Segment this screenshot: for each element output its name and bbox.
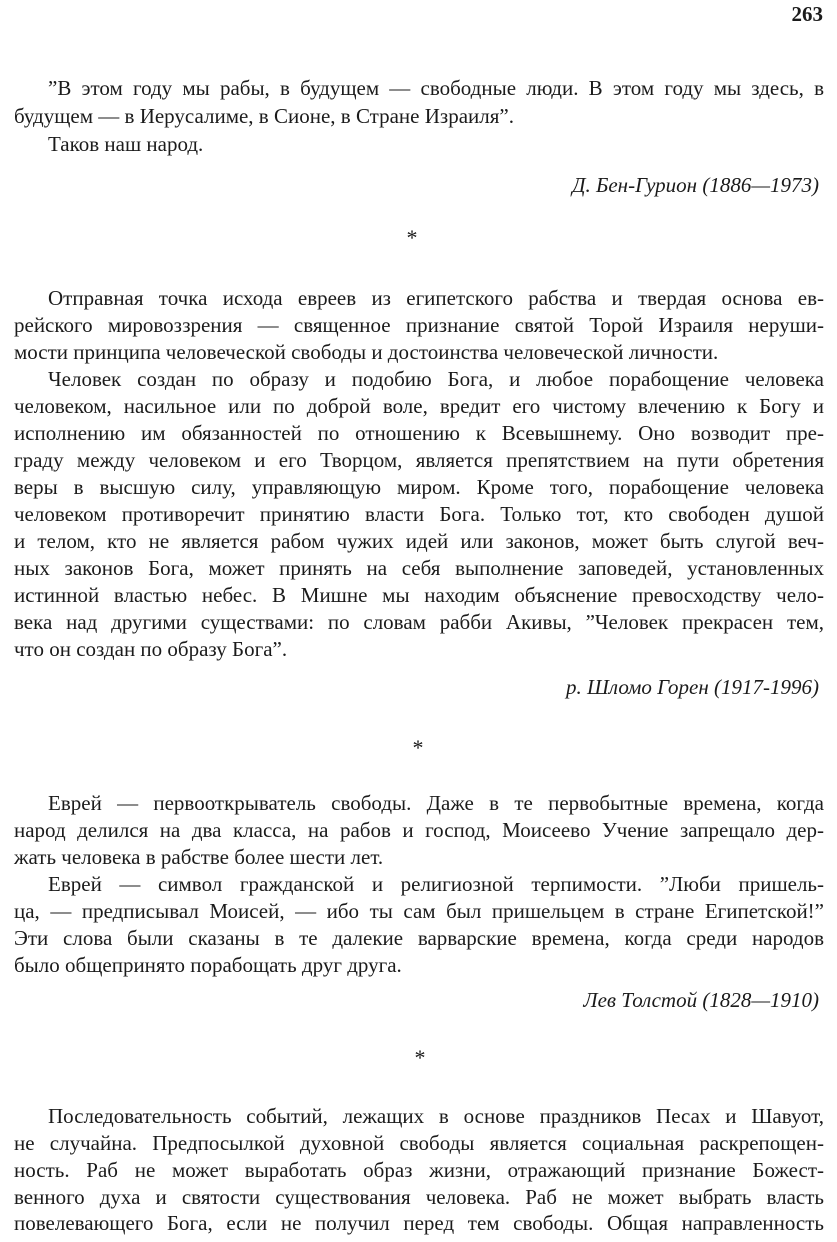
- paragraph-line: исполнению им обязанностей по отношению к Всевышнему. Оно возводит пре-: [14, 421, 824, 445]
- quote-attribution: р. Шломо Горен (1917-1996): [566, 675, 819, 699]
- paragraph-line: века над другими существами: по словам рабби Акивы, ”Человек прекрасен тем,: [14, 610, 824, 634]
- paragraph-line: Последовательность событий, лежащих в основе праздников Песах и Шавуот,: [48, 1104, 824, 1128]
- paragraph-line: будущем — в Иерусалиме, в Сионе, в Стране Израиля”.: [14, 104, 514, 128]
- paragraph-line: и телом, кто не является рабом чужих идей или законов, может быть слугой веч-: [14, 529, 824, 553]
- paragraph-line: народ делился на два класса, на рабов и господ, Моисеево Учение запрещало дер-: [14, 818, 824, 842]
- paragraph-line: Человек создан по образу и подобию Бога, и любое порабощение человека: [48, 367, 824, 391]
- paragraph-line: Эти слова были сказаны в те далекие варварские времена, когда среди народов: [14, 926, 824, 950]
- page-number: 263: [791, 2, 823, 26]
- paragraph-line: жать человека в рабстве более шести лет.: [14, 845, 384, 869]
- paragraph-line: Еврей — символ гражданской и религиозной терпимости. ”Люби пришель-: [48, 872, 824, 896]
- section-separator: *: [406, 225, 418, 250]
- paragraph-line: Еврей — первооткрыватель свободы. Даже в те первобытные времена, когда: [48, 791, 824, 815]
- paragraph-line: рейского мировоззрения — священное признание святой Торой Израиля неруши-: [14, 313, 824, 337]
- paragraph-line: ных законов Бога, может принять на себя выполнение заповедей, установленных: [14, 556, 824, 580]
- paragraph-line: Таков наш народ.: [48, 132, 204, 156]
- paragraph-line: человеком противоречит принятию власти Бога. Только тот, кто свободен душой: [14, 502, 824, 526]
- quote-attribution: Д. Бен-Гурион (1886—1973): [572, 173, 819, 197]
- paragraph-line: человеком, насильное или по доброй воле, вредит его чистому влечению к Богу и: [14, 394, 824, 418]
- paragraph-line: ность. Раб не может выработать образ жизни, отражающий признание Божест-: [14, 1158, 824, 1182]
- paragraph-line: было общепринято порабощать друг друга.: [14, 953, 402, 977]
- paragraph-line: граду между человеком и его Творцом, является препятствием на пути обретения: [14, 448, 824, 472]
- section-separator: *: [412, 735, 424, 760]
- quote-attribution: Лев Толстой (1828—1910): [583, 988, 819, 1012]
- paragraph-line: Отправная точка исхода евреев из египетского рабства и твердая основа ев-: [48, 286, 824, 310]
- paragraph-line: ца, — предписывал Моисей, — ибо ты сам был пришельцем в стране Египетской!”: [14, 899, 824, 923]
- paragraph-line: ”В этом году мы рабы, в будущем — свободные люди. В этом году мы здесь, в: [48, 76, 824, 100]
- paragraph-line: повелевающего Бога, если не получил перед тем свободы. Общая направленность: [14, 1211, 824, 1235]
- paragraph-line: веры в высшую силу, управляющую миром. Кроме того, порабощение человека: [14, 475, 824, 499]
- paragraph-line: не случайна. Предпосылкой духовной свободы является социальная раскрепощен-: [14, 1131, 824, 1155]
- section-separator: *: [414, 1045, 426, 1070]
- paragraph-line: венного духа и святости существования человека. Раб не может выбрать власть: [14, 1185, 824, 1209]
- paragraph-line: мости принципа человеческой свободы и достоинства человеческой личности.: [14, 340, 719, 364]
- paragraph-line: истинной властью небес. В Мишне мы находим объяснение превосходству чело-: [14, 583, 824, 607]
- paragraph-line: что он создан по образу Бога”.: [14, 637, 288, 661]
